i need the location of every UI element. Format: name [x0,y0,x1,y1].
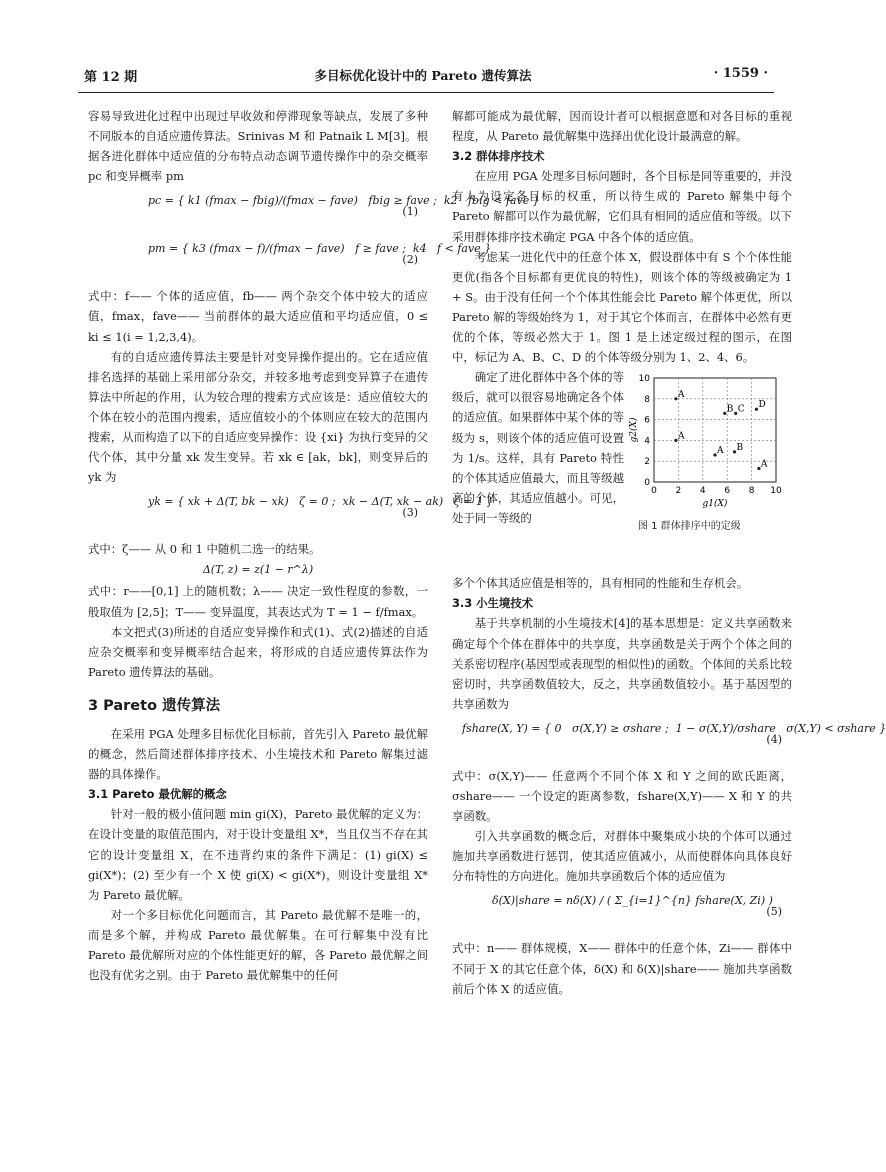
x-axis-label: g1(X) [702,499,728,510]
y-tick-label: 2 [644,457,650,468]
subsection-heading: 3.3 小生境技术 [452,596,534,611]
point-label: A [677,431,685,442]
x-tick-label: 8 [748,486,755,497]
subsection-heading: 3.1 Pareto 最优解的概念 [88,787,227,802]
point-label: A [677,390,685,401]
x-tick-label: 0 [651,486,657,497]
equation-1: pc = { k1 (fmax − fbig)/(fmax − fave) fbig ≥ fave ; k2 fbig < fave } (1) [148,194,540,219]
y-tick-label: 4 [644,436,650,447]
point-label: A [717,446,724,457]
point-label: B [736,443,744,454]
equation-3: yk = { xk + Δ(T, bk − xk) ζ = 0 ; xk − Δ(T, xk − ak) ζ = 1 } (3) [148,495,494,520]
paragraph: 式中：f—— 个体的适应值，fb—— 两个杂交个体中较大的适应值，fmax，fave—— 当前群体的最大适应值和平均适应值，0 ≤ ki ≤ 1(i = 1,2,3,4)。 [88,289,428,344]
x-tick-label: 2 [675,486,682,497]
paragraph: 基于共享机制的小生境技术[4]的基本思想是：定义共享函数来确定每个个体在群体中的共享度，共享函数是关于两个个体之间的关系密切程序(基因型或表现型的相似性)的函数。个体间的关系比较密切时，共享函数值较大，反之，共享函数值较小。基于基因型的共享函数为 [452,616,792,711]
paragraph: 本文把式(3)所述的自适应变异操作和式(1)、式(2)描述的自适应杂交概率和变异概率结合起来，将形成的自适应遗传算法作为 Pareto 遗传算法的基础。 [88,624,428,679]
y-tick-label: 0 [644,478,650,489]
paragraph: 引入共享函数的概念后，对群体中聚集成小块的个体可以通过施加共享函数进行惩罚，使其适应值减小，从而使群体向具体良好分布特性的方向进化。施加共享函数后个体的适应值为 [452,829,792,884]
paragraph: 对一个多目标优化问题而言，其 Pareto 最优解不是唯一的，而是多个解，并构成 Pareto 最优解集。在可行解集中没有比 Pareto 最优解所对应的个体性能更好的解，各 Pareto 最优解之间也没有优劣之别。由于 Pareto 最优解集中的任何 [88,907,428,983]
figure-caption: 图 1 群体排序中的定级 [638,521,741,533]
paragraph: 式中：r——[0,1] 上的随机数；λ—— 决定一致性程度的参数，一般取值为 [2,5]；T—— 变异温度，其表达式为 T = 1 − f/fmax。 [88,584,428,619]
x-tick-label: 6 [724,486,731,497]
x-tick-label: 4 [699,486,706,497]
equation-5: δ(X)|share = nδ(X) / ( Σ_{i=1}^{n} fshare(X, Zi) ) (5) [492,894,782,919]
header-rule [78,92,774,93]
ranking-scatter-chart [628,367,786,527]
paragraph: 考虑某一进化代中的任意个体 X，假设群体中有 S 个个体性能更优(指各个目标都有更优良的特性)，则该个体的等级被确定为 1 + S。由于没有任何一个个体其性能会比 Pareto 解个体更优，所以 Pareto 解的等级始终为 1，对于其它个体而言，在群体中必然有更优的个体，等级必然大于 1。图 1 是上述定级过程的图示，在图中，标记为 A、B、C、D 的个体等级分别为 1、2、4、6。 [452,249,792,365]
x-tick-label: 10 [770,486,782,497]
point-label: A [760,459,768,470]
paragraph: 式中：σ(X,Y)—— 任意两个不同个体 X 和 Y 之间的欧氏距离，σshare—— 一个设定的距离参数，fshare(X,Y)—— X 和 Y 的共享函数。 [452,768,792,824]
y-axis-label: g2(X) [629,417,639,443]
running-header [78,66,768,92]
equation-2: pm = { k3 (fmax − f)/(fmax − fave) f ≥ fave ; k4 f < fave } (2) [148,242,492,267]
paragraph: 解都可能成为最优解，因而设计者可以根据意愿和对各目标的重视程度，从 Pareto 最优解集中选择出优化设计最满意的解。 [452,109,792,144]
point-label: D [758,400,766,411]
equation-4: fshare(X, Y) = { 0 σ(X,Y) ≥ σshare ; 1 − σ(X,Y)/σshare σ(X,Y) < σshare } (4) [462,721,886,746]
paragraph: 容易导致进化过程中出现过早收敛和停滞现象等缺点，发展了多种不同版本的自适应遗传算法。Srinivas M 和 Patnaik L M[3]。根据各进化群体中适应值的分布特点动态调节遗传操作中的杂交概率 pc 和变异概率 pm [88,109,428,184]
figure-wrap [452,367,792,573]
plot-frame [654,378,776,482]
paragraph: 式中：n—— 群体规模，X—— 群体中的任意个体，Zi—— 群体中不同于 X 的其它任意个体，δ(X) 和 δ(X)|share—— 施加共享函数前后个体 X 的适应值。 [452,941,792,996]
point-label: B [726,404,734,415]
paragraph: 式中：ζ—— 从 0 和 1 中随机二选一的结果。 [88,542,321,557]
page-number: · 1559 · [713,66,768,81]
equation-delta: Δ(T, z) = z(1 − r^λ) [202,563,314,577]
subsection-heading: 3.2 群体排序技术 [452,149,545,164]
figure-side-text [452,367,624,528]
right-column [452,106,886,999]
section-heading: 3 Pareto 遗传算法 [88,697,221,714]
paragraph: 确定了进化群体中各个体的等级后，就可以很容易地确定各个体的适应值。如果群体中某个体的等级为 s，则该个体的适应值可设置为 1/s。这样，具有 Pareto 特性的个体其适应值最大，而且等级越高的个体，其适应值越小。可见，处于同一等级的 [452,370,624,525]
paragraph: 针对一般的极小值问题 min gi(X)，Pareto 最优解的定义为：在设计变量的取值范围内，对于设计变量组 X*，当且仅当不存在其它的设计变量组 X，在不违背约束的条件下满足：(1) gi(X) ≤ gi(X*)；(2) 至少有一个 X 使 gi(X) < gi(X*)，则设计变量组 X* 为 Pareto 最优解。 [88,807,428,902]
paragraph: 在应用 PGA 处理多目标问题时，各个目标是同等重要的，并没有人为设定各目标的权重，所以待生成的 Pareto 解集中每个 Pareto 解都可以作为最优解，它们具有相同的适应值和等级。以下采用群体排序技术确定 PGA 中各个体的适应值。 [452,169,792,244]
paragraph: 多个个体其适应值是相等的，具有相同的性能和生存机会。 [452,576,749,591]
issue-number: 第 12 期 [84,70,138,85]
y-tick-label: 10 [638,374,650,385]
journal-article-title: 多目标优化设计中的 Pareto 遗传算法 [314,68,532,83]
y-tick-label: 8 [644,395,650,406]
y-tick-label: 6 [644,415,650,426]
point-label: C [737,404,745,415]
paragraph: 有的自适应遗传算法主要是针对变异操作提出的。它在适应值排名选择的基础上采用部分杂交，并较多地考虑到变异算子在遗传算法中所起的作用，认为较合理的搜索方式应该是：适应值较大的个体在较小的范围内搜索，适应值较小的个体则应在较大的范围内搜索，从而构造了以下的自适应变异操作：设 {xi} 为执行变异的父代个体，其中分量 xk 发生变异。若 xk ∈ [ak，bk]，则变异后的 yk 为 [88,349,428,485]
paragraph: 在采用 PGA 处理多目标优化目标前，首先引入 Pareto 最优解的概念，然后简述群体排序技术、小生境技术和 Pareto 解集过滤器的具体操作。 [88,726,428,782]
